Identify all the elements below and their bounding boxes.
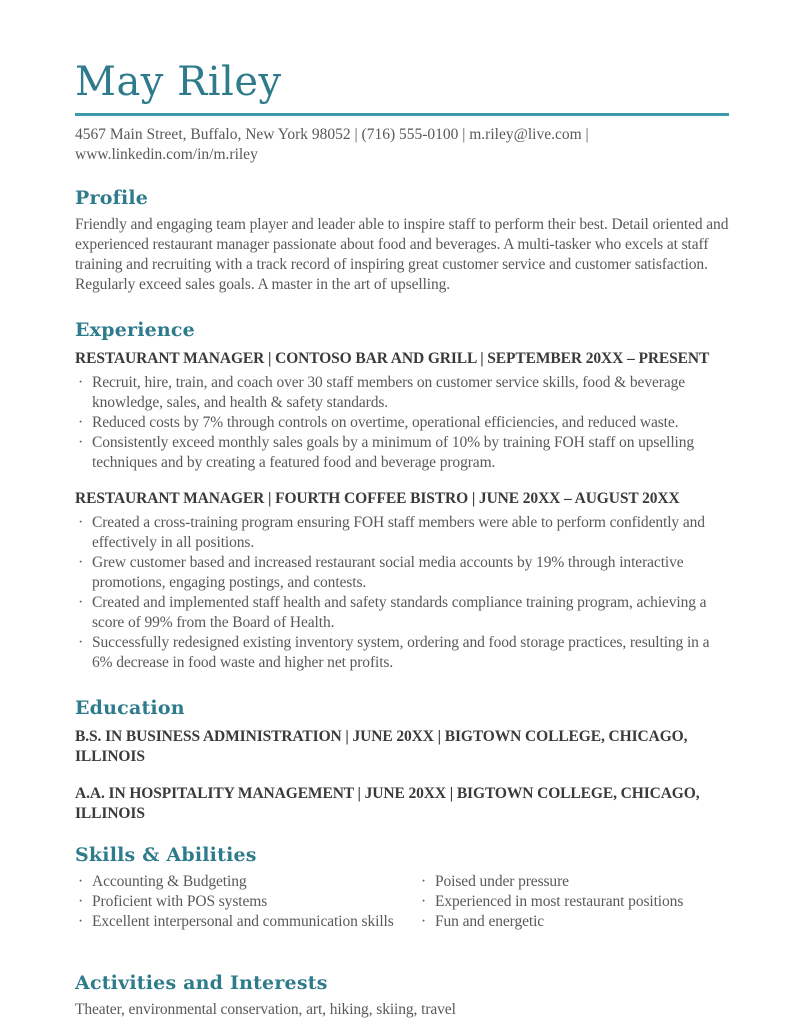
bullet-item <box>75 373 729 413</box>
job-bullets-fourth-coffee <box>75 513 729 673</box>
skill-item <box>75 912 418 932</box>
bullet-item <box>75 433 729 473</box>
bullet-text: Consistently exceed monthly sales goals by a minimum of 10% by training FOH staff on upselling techniques and by creating a featured food and beverage program. <box>92 434 695 471</box>
bullet-marker: · <box>421 913 427 930</box>
section-experience <box>75 319 729 673</box>
skill-text: Proficient with POS systems <box>92 893 268 910</box>
skills-heading: Skills & Abilities <box>75 844 257 866</box>
profile-heading: Profile <box>75 187 149 209</box>
skill-item <box>418 872 729 892</box>
bullet-marker: · <box>421 893 427 910</box>
bullet-marker: · <box>78 893 84 910</box>
bullet-text: Created a cross-training program ensuring FOH staff members were able to perform confidently and effectively in all positions. <box>92 514 705 551</box>
bullet-item <box>75 513 729 553</box>
bullet-text: Created and implemented staff health and safety standards compliance training program, achieving a score of 99% from the Board of Health. <box>92 594 707 631</box>
bullet-marker: · <box>78 873 84 890</box>
bullet-marker: · <box>78 414 84 431</box>
skill-item <box>418 912 729 932</box>
bullet-marker: · <box>78 594 84 611</box>
experience-heading: Experience <box>75 319 195 341</box>
job-bullets-contoso <box>75 373 729 473</box>
job-title-contoso: RESTAURANT MANAGER | CONTOSO BAR AND GRILL | SEPTEMBER 20XX – PRESENT <box>75 350 710 367</box>
skill-text: Excellent interpersonal and communication skills <box>92 913 394 930</box>
bullet-marker: · <box>78 434 84 451</box>
bullet-marker: · <box>78 374 84 391</box>
resume-header <box>75 60 729 165</box>
bullet-item <box>75 593 729 633</box>
profile-text: Friendly and engaging team player and leader able to inspire staff to perform their best. Detail oriented and experienced restaurant manager passionate about food and beverages. A multi-tasker who excels at staff training and recruiting with a track record of inspiring great customer service and customer satisfaction. Regularly exceed sales goals. A master in the art of upselling. <box>75 216 729 293</box>
degree-aa: A.A. IN HOSPITALITY MANAGEMENT | JUNE 20XX | BIGTOWN COLLEGE, CHICAGO, ILLINOIS <box>75 785 700 822</box>
skills-columns <box>75 872 729 932</box>
skill-text: Accounting & Budgeting <box>92 873 247 890</box>
bullet-text: Reduced costs by 7% through controls on overtime, operational efficiencies, and reduced waste. <box>92 414 679 431</box>
bullet-marker: · <box>78 634 84 651</box>
skill-item <box>75 892 418 912</box>
activities-text: Theater, environmental conservation, art, hiking, skiing, travel <box>75 1001 456 1018</box>
section-profile <box>75 187 729 295</box>
contact-line: 4567 Main Street, Buffalo, New York 98052 | (716) 555-0100 | m.riley@live.com | www.linkedin.com/in/m.riley <box>75 126 589 163</box>
bullet-marker: · <box>421 873 427 890</box>
bullet-marker: · <box>78 554 84 571</box>
bullet-marker: · <box>78 514 84 531</box>
activities-heading: Activities and Interests <box>75 972 328 994</box>
job-title-fourth-coffee: RESTAURANT MANAGER | FOURTH COFFEE BISTRO | JUNE 20XX – AUGUST 20XX <box>75 490 680 507</box>
degree-bs: B.S. IN BUSINESS ADMINISTRATION | JUNE 20XX | BIGTOWN COLLEGE, CHICAGO, ILLINOIS <box>75 728 688 765</box>
bullet-text: Grew customer based and increased restaurant social media accounts by 19% through interactive promotions, engaging postings, and contests. <box>92 554 684 591</box>
bullet-item <box>75 633 729 673</box>
skill-item <box>418 892 729 912</box>
bullet-marker: · <box>78 913 84 930</box>
bullet-item <box>75 413 729 433</box>
skill-item <box>75 872 418 892</box>
skill-text: Fun and energetic <box>435 913 545 930</box>
header-divider <box>75 113 729 116</box>
skill-text: Poised under pressure <box>435 873 569 890</box>
bullet-text: Recruit, hire, train, and coach over 30 staff members on customer service skills, food & beverage knowledge, sales, and health & safety standards. <box>92 374 686 411</box>
skill-text: Experienced in most restaurant positions <box>435 893 684 910</box>
skills-column-left <box>75 872 418 932</box>
skills-column-right <box>418 872 729 932</box>
section-activities <box>75 972 729 1020</box>
bullet-text: Successfully redesigned existing inventory system, ordering and food storage practices, resulting in a 6% decrease in food waste and higher net profits. <box>92 634 710 671</box>
person-name: May Riley <box>75 59 282 105</box>
education-heading: Education <box>75 697 185 719</box>
section-skills <box>75 844 729 932</box>
section-education <box>75 697 729 824</box>
bullet-item <box>75 553 729 593</box>
